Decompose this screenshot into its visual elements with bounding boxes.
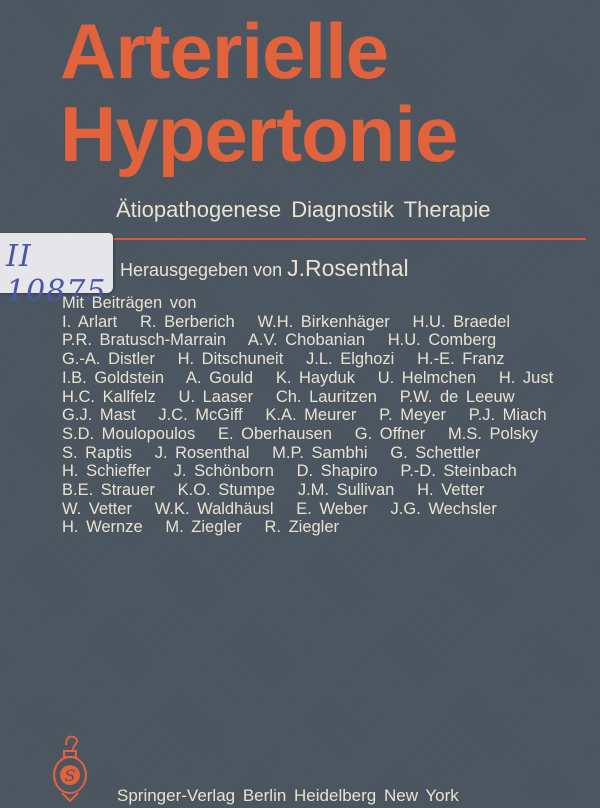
contributor-line: H.C. Kallfelz U. Laaser Ch. Lauritzen P.W. de Leeuw bbox=[62, 387, 515, 406]
contributor-line: H. Schieffer J. Schönborn D. Shapiro P.-D. Steinbach bbox=[62, 462, 517, 481]
editor-line bbox=[120, 255, 409, 282]
contributor-line: S.D. Moulopoulos E. Oberhausen G. Offner M.S. Polsky bbox=[62, 424, 539, 443]
library-sticker bbox=[0, 233, 113, 309]
contributor-line: W. Vetter W.K. Waldhäusl E. Weber J.G. Wechsler bbox=[62, 499, 497, 518]
contributor-line: G.-A. Distler H. Ditschuneit J.L. Elghozi H.-E. Franz bbox=[62, 350, 505, 369]
divider-rule bbox=[112, 238, 586, 240]
contributor-line: P.R. Bratusch-Marrain A.V. Chobanian H.U. Comberg bbox=[62, 331, 497, 350]
svg-text:S: S bbox=[64, 766, 76, 785]
title-line-1: Arterielle bbox=[60, 7, 389, 95]
contributor-line: S. Raptis J. Rosenthal M.P. Sambhi G. Schettler bbox=[62, 443, 481, 462]
subtitle: Ätiopathogenese Diagnostik Therapie bbox=[116, 197, 491, 222]
contributor-line: B.E. Strauer K.O. Stumpe J.M. Sullivan H. Vetter bbox=[62, 481, 485, 500]
sticker-text: II 10875 bbox=[6, 239, 107, 309]
editor-name: J.Rosenthal bbox=[287, 255, 409, 281]
contributors bbox=[62, 294, 553, 537]
editor-prefix: Herausgegeben von bbox=[120, 260, 283, 280]
contributors-heading: Mit Beiträgen von bbox=[62, 294, 197, 312]
contributor-line: I.B. Goldstein A. Gould K. Hayduk U. Helmchen H. Just bbox=[62, 368, 554, 387]
contributor-line: H. Wernze M. Ziegler R. Ziegler bbox=[62, 518, 340, 537]
publisher: Springer-Verlag Berlin Heidelberg New York bbox=[117, 786, 459, 805]
title-line-2: Hypertonie bbox=[60, 90, 458, 178]
contributor-line: I. Arlart R. Berberich W.H. Birkenhäger H.U. Braedel bbox=[62, 312, 510, 331]
contributor-line: G.J. Mast J.C. McGiff K.A. Meurer P. Meyer P.J. Miach bbox=[62, 406, 547, 425]
springer-logo-icon bbox=[50, 733, 90, 808]
